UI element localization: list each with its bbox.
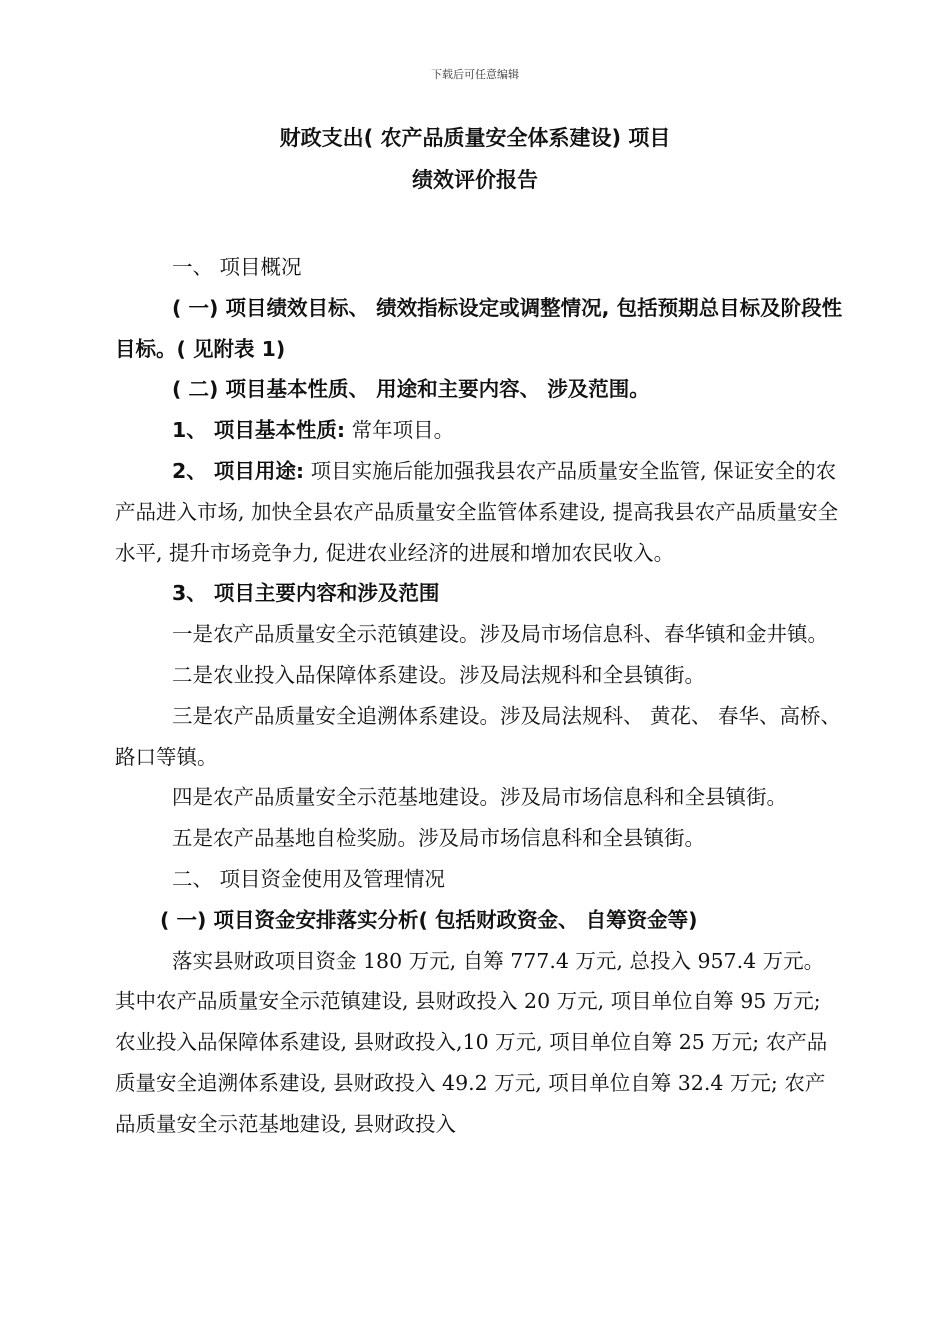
content-paragraph-2: 二是农业投入品保障体系建设。涉及局法规科和全县镇街。: [172, 662, 705, 687]
item-2-text: 项目实施后能加强我县农产品质量安全监管, 保证安全的农产品进入市场, 加快全县农产品质量安全监管体系建设, 提高我县农产品质量安全水平, 提升市场竞争力, 促进农业经济的进展和增加农民收入。: [115, 458, 839, 565]
item-1-label: 1、 项目基本性质:: [172, 418, 346, 443]
section-1-sub-2: ( 二) 项目基本性质、 用途和主要内容、 涉及范围。: [172, 377, 650, 402]
section-1-heading: 一、 项目概况: [172, 255, 302, 279]
section-1-sub-1: ( 一) 项目绩效目标、 绩效指标设定或调整情况, 包括预期总目标及阶段性目标。( 见附表 1): [115, 295, 843, 361]
content-paragraph-5: 五是农产品基地自检奖励。涉及局市场信息科和全县镇街。: [172, 826, 705, 851]
title-line-2: 绩效评价报告: [412, 168, 538, 192]
item-2-label: 2、 项目用途:: [172, 458, 305, 483]
content-paragraph-3: 三是农产品质量安全追溯体系建设。涉及局法规科、 黄花、 春华、高桥、 路口等镇。: [115, 703, 842, 769]
item-2-paragraph: [115, 451, 843, 573]
item-3-heading: 3、 项目主要内容和涉及范围: [172, 581, 440, 606]
title-line-1: 财政支出( 农产品质量安全体系建设) 项目: [279, 126, 671, 150]
content-paragraph-4: 四是农产品质量安全示范基地建设。涉及局市场信息科和全县镇街。: [172, 785, 787, 810]
content-paragraph-1: 一是农产品质量安全示范镇建设。涉及局市场信息科、春华镇和金井镇。: [172, 622, 828, 647]
section-2-heading: 二、 项目资金使用及管理情况: [172, 866, 446, 891]
item-1-paragraph: [115, 410, 843, 451]
section-2-sub-1: ( 一) 项目资金安排落实分析( 包括财政资金、 自筹资金等): [160, 907, 698, 932]
item-1-text: 常年项目。: [345, 418, 455, 443]
header-watermark: 下载后可任意编辑: [431, 68, 519, 81]
document-body: [115, 247, 843, 1145]
funding-paragraph: 落实县财政项目资金 180 万元, 自筹 777.4 万元, 总投入 957.4 万元。其中农产品质量安全示范镇建设, 县财政投入 20 万元, 项目单位自筹 95 万元; 农业投入品保障体系建设, 县财政投入,10 万元, 项目单位自筹 25 万元; 农产品质量安全追溯体系建设, 县财政投入 49.2 万元, 项目单位自筹 32.4 万元; 农产品质量安全示范基地建设, 县财政投入: [115, 948, 828, 1136]
